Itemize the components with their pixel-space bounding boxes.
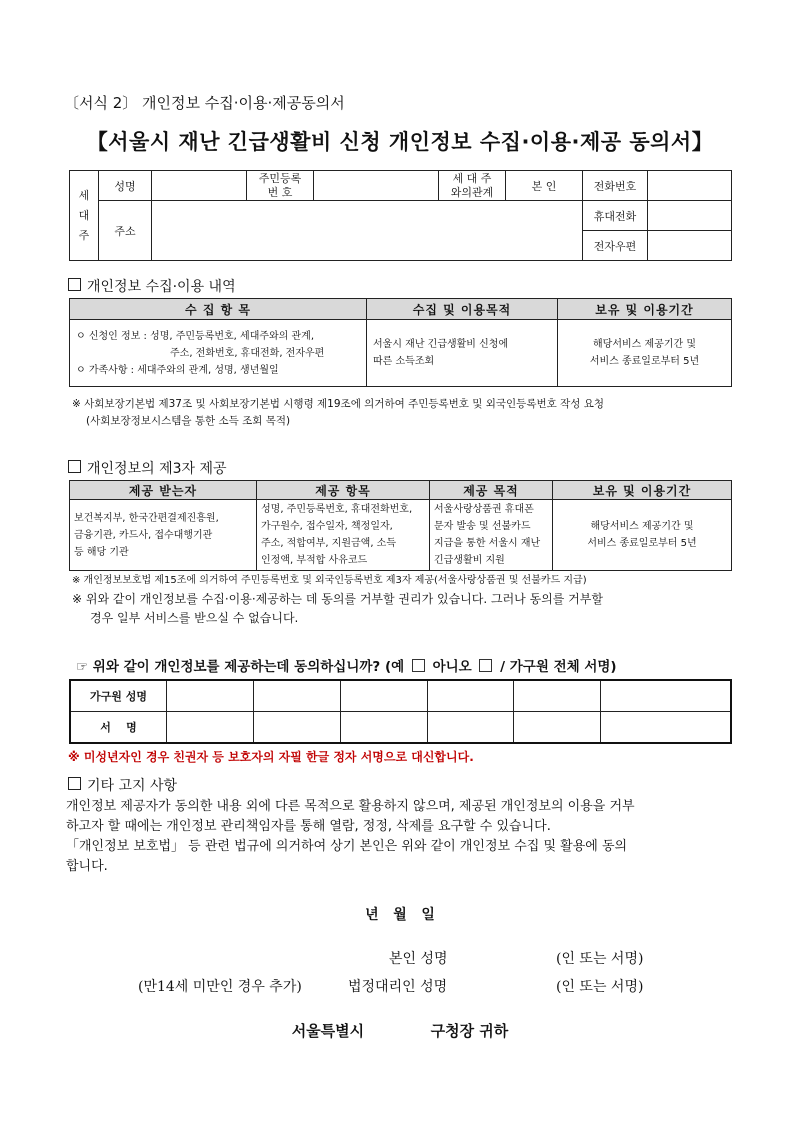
signature-label: 서 명 [70, 712, 167, 744]
collection-table [69, 298, 732, 387]
date-line: 년 월 일 [365, 907, 435, 923]
applicant-table [69, 170, 732, 261]
section3-heading: 기타 고지 사항 [68, 775, 177, 795]
form-label: 〔서식 2〕 개인정보 수집·이용·제공동의서 [64, 94, 345, 112]
minor-warning: ※ 미성년자인 경우 친권자 등 보호자의 자필 한글 정자 서명으로 대신합니다. [68, 750, 474, 764]
self-seal: (인 또는 서명) [556, 951, 644, 967]
phone-label: 전화번호 [583, 171, 648, 201]
rrn-label: 주민등록 번 호 [247, 171, 314, 201]
notice-text: 개인정보 제공자가 동의한 내용 외에 다른 목적으로 활용하지 않으며, 제공된 개인정보의 이용을 거부 하고자 할 때에는 개인정보 관리책임자를 통해 열람, 정정, 삭제를 요구할 수 있습니다. 「개인정보 보호법」 등 관련 법규에 의거하여 상기 본인은 위와 같이 개인정보 수집 및 활용에 동의 합니다. [66, 799, 635, 874]
provided-items: 성명, 주민등록번호, 휴대전화번호, 가구원수, 접수일자, 책정일자, 주소, 적합여부, 지원금액, 소득 인정액, 부적합 사유코드 [257, 500, 430, 571]
household-head-label: 세 대 주 [70, 171, 99, 261]
section2-heading: 개인정보의 제3자 제공 [68, 458, 227, 478]
mobile-label: 휴대전화 [583, 201, 648, 231]
square-bullet-icon [68, 278, 81, 291]
member-name-field[interactable] [340, 680, 427, 712]
retention-period: 해당서비스 제공기간 및 서비스 종료일로부터 5년 [553, 500, 732, 571]
member-signature-field[interactable] [340, 712, 427, 744]
email-field[interactable] [648, 231, 732, 261]
rrn-field[interactable] [314, 171, 439, 201]
col-recipient-header: 제공 받는자 [70, 481, 257, 500]
recipients: 보건복지부, 한국간편결제진흥원, 금융기관, 카드사, 접수대행기관 등 해당 기관 [70, 500, 257, 571]
col-purpose-header: 수집 및 이용목적 [367, 299, 558, 320]
self-name-label: 본인 성명 [389, 951, 448, 967]
member-signature-field[interactable] [601, 712, 731, 744]
col-period-header: 보유 및 이용기간 [558, 299, 732, 320]
col-provision-purpose-header: 제공 목적 [430, 481, 553, 500]
household-signature-table [69, 679, 732, 744]
collection-items: ㅇ 신청인 정보 : 성명, 주민등록번호, 세대주와의 관계, 주소, 전화번호, 휴대전화, 전자우편 ㅇ 가족사항 : 세대주와의 관계, 성명, 생년월일 [70, 320, 367, 387]
member-signature-field[interactable] [427, 712, 514, 744]
member-name-label: 가구원 성명 [70, 680, 167, 712]
mobile-field[interactable] [648, 201, 732, 231]
consent-yes-checkbox[interactable] [412, 659, 425, 672]
member-signature-field[interactable] [253, 712, 340, 744]
member-signature-field[interactable] [514, 712, 601, 744]
address-label: 주소 [99, 201, 152, 261]
member-name-field[interactable] [427, 680, 514, 712]
name-label: 성명 [99, 171, 152, 201]
col-provided-items-header: 제공 항목 [257, 481, 430, 500]
collection-period: 해당서비스 제공기간 및 서비스 종료일로부터 5년 [558, 320, 732, 387]
guardian-name-label: 법정대리인 성명 [348, 979, 448, 995]
square-bullet-icon [68, 460, 81, 473]
provision-purpose: 서울사랑상품권 휴대폰 문자 발송 및 선불카드 지급을 통한 서울시 재난 긴급생활비 지원 [430, 500, 553, 571]
member-name-field[interactable] [514, 680, 601, 712]
consent-no-checkbox[interactable] [479, 659, 492, 672]
address-field[interactable] [152, 201, 583, 261]
member-name-field[interactable] [253, 680, 340, 712]
square-bullet-icon [68, 777, 81, 790]
relation-label: 세 대 주 와의관계 [439, 171, 506, 201]
section2-note1: ※ 개인정보보호법 제15조에 의거하여 주민등록번호 및 외국인등록번호 제3자 제공(서울사랑상품권 및 선불카드 지급) [72, 575, 587, 586]
name-field[interactable] [152, 171, 247, 201]
document-title: 【서울시 재난 긴급생활비 신청 개인정보 수집·이용·제공 동의서】 [86, 130, 714, 154]
addressee: 서울특별시 구청장 귀하 [291, 1022, 509, 1040]
member-name-field[interactable] [167, 680, 254, 712]
member-name-field[interactable] [601, 680, 731, 712]
consent-question: ☞ 위와 같이 개인정보를 제공하는데 동의하십니까? (예 아니오 / 가구원 전체 서명) [76, 659, 617, 675]
third-party-table [69, 480, 732, 571]
section1-note: ※ 사회보장기본법 제37조 및 사회보장기본법 시행령 제19조에 의거하여 주민등록번호 및 외국인등록번호 작성 요청 (사회보장정보시스템을 통한 소득 조회 목적) [72, 398, 605, 427]
minor-note: (만14세 미만인 경우 추가) [138, 979, 302, 995]
section1-heading: 개인정보 수집·이용 내역 [68, 276, 236, 296]
relation-value: 본 인 [506, 171, 583, 201]
col-retention-header: 보유 및 이용기간 [553, 481, 732, 500]
collection-purpose: 서울시 재난 긴급생활비 신청에 따른 소득조회 [367, 320, 558, 387]
phone-field[interactable] [648, 171, 732, 201]
member-signature-field[interactable] [167, 712, 254, 744]
section2-note2: ※ 위와 같이 개인정보를 수집·이용·제공하는 데 동의를 거부할 권리가 있습니다. 그러나 동의를 거부할 경우 일부 서비스를 받으실 수 없습니다. [72, 592, 603, 625]
col-items-header: 수 집 항 목 [70, 299, 367, 320]
email-label: 전자우편 [583, 231, 648, 261]
guardian-seal: (인 또는 서명) [556, 979, 644, 995]
